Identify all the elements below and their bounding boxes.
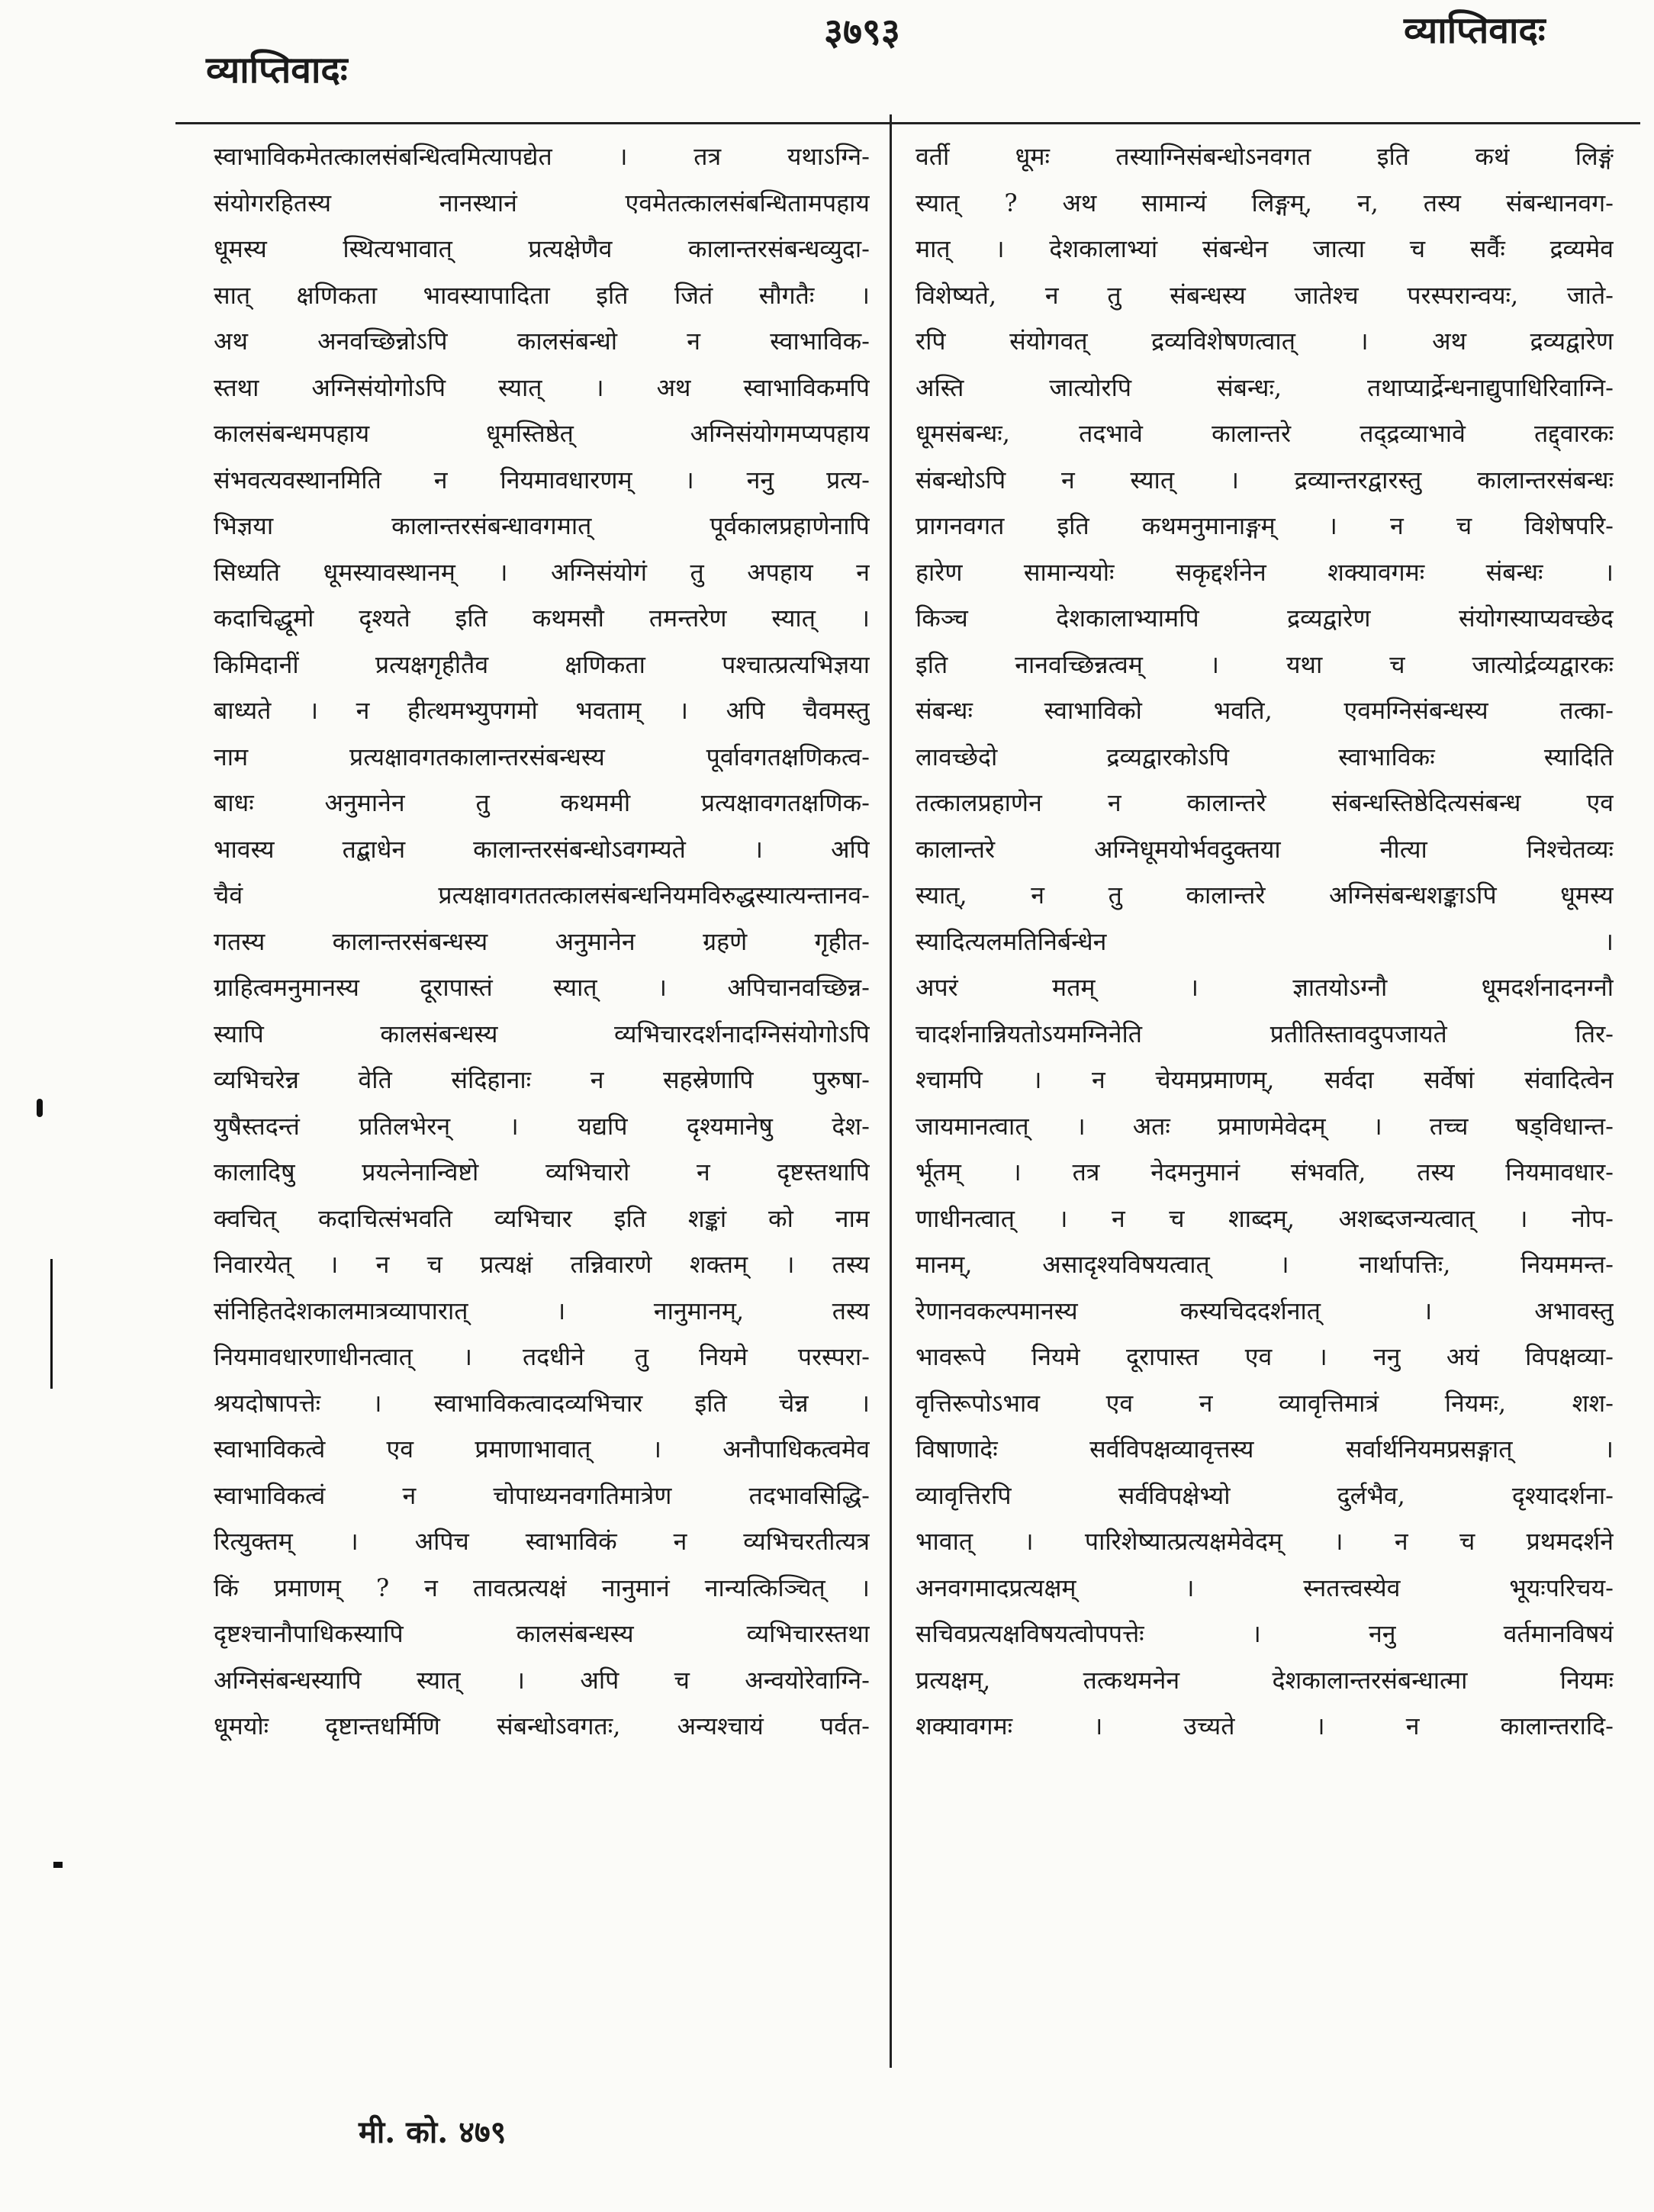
text-line: संभवत्यवस्थानमिति न नियमावधारणम् । ननु प्रत्य- [214, 465, 870, 494]
text-line: वर्ती धूमः तस्याग्निसंबन्धोऽनवगत इति कथं लिङ्गं [915, 142, 1614, 171]
text-line: भिज्ञया कालान्तरसंबन्धावगमात् पूर्वकालप्रहाणेनापि [214, 511, 870, 540]
text-line: नियमावधारणाधीनत्वात् । तदधीने तु नियमे परस्परा- [214, 1342, 870, 1371]
text-line: धूमयोः दृष्टान्तधर्मिणि संबन्धोऽवगतः, अन्यश्चायं पर्वत- [214, 1711, 870, 1740]
text-line: धूमस्य स्थित्यभावात् प्रत्यक्षेणैव कालान्तरसंबन्धव्युदा- [214, 234, 870, 263]
text-line: संनिहितदेशकालमात्रव्यापारात् । नानुमानम्, तस्य [214, 1296, 870, 1325]
text-line: कालादिषु प्रयत्नेनान्विष्टो व्यभिचारो न दृष्टस्तथापि [214, 1158, 870, 1186]
text-line: सचिवप्रत्यक्षविषयत्वोपपत्तेः । ननु वर्तमानविषयं [915, 1619, 1614, 1648]
text-line: अस्ति जात्योरपि संबन्धः, तथाप्यार्द्रेन्धनाद्युपाधिरिवाग्नि- [915, 372, 1614, 402]
text-line: चादर्शनान्नियतोऽयमग्निनेति प्रतीतिस्तावदुपजायते तिर- [915, 1019, 1614, 1048]
text-line: गतस्य कालान्तरसंबन्धस्य अनुमानेन ग्रहणे गृहीत- [214, 926, 870, 956]
text-line: संबन्धोऽपि न स्यात् । द्रव्यान्तरद्वारस्तु कालान्तरसंबन्धः [915, 465, 1614, 494]
text-line: स्वाभाविकत्वं न चोपाध्यनवगतिमात्रेण तदभावसिद्धि- [214, 1480, 870, 1510]
text-line: भावस्य तद्बाधेन कालान्तरसंबन्धोऽवगम्यते । अपि [214, 834, 870, 864]
text-line: मात् । देशकालाभ्यां संबन्धेन जात्या च सर्वैः द्रव्यमेव [915, 234, 1614, 263]
text-line: मानम्, असादृश्यविषयत्वात् । नार्थापत्तिः, नियममन्त- [915, 1250, 1614, 1279]
text-line: रपि संयोगवत् द्रव्यविशेषणत्वात् । अथ द्रव्यद्वारेण [915, 327, 1614, 356]
text-line: कदाचिद्धूमो दृश्यते इति कथमसौ तमन्तरेण स्यात् । [214, 604, 870, 633]
text-line: संयोगरहितस्य नानस्थानं एवमेतत्कालसंबन्धितामपहाय [214, 188, 870, 217]
text-line: कालान्तरे अग्निधूमयोर्भवदुक्तया नीत्या निश्चेतव्यः [915, 834, 1614, 864]
text-line: स्तथा अग्निसंयोगोऽपि स्यात् । अथ स्वाभाविकमपि [214, 372, 870, 402]
text-line: स्यात् ? अथ सामान्यं लिङ्गम्, न, तस्य संबन्धानवग- [915, 188, 1614, 217]
text-line: श्चामपि । न चेयमप्रमाणम्, सर्वदा सर्वेषां संवादित्वेन [915, 1065, 1614, 1094]
text-line: अग्निसंबन्धस्यापि स्यात् । अपि च अन्वयोरेवाग्नि- [214, 1665, 870, 1695]
text-line: जायमानत्वात् । अतः प्रमाणमेवेदम् । तच्च षड्विधान्त- [915, 1111, 1614, 1141]
left-column [214, 134, 870, 1750]
margin-mark [50, 1259, 53, 1389]
footer-signature: मी. को. ४७९ [359, 2114, 507, 2150]
text-line: र्भूतम् । तत्र नेदमनुमानं संभवति, तस्य नियमावधार- [915, 1158, 1614, 1186]
text-line: लावच्छेदो द्रव्यद्वारकोऽपि स्वाभाविकः स्यादिति [915, 742, 1614, 771]
text-line: संबन्धः स्वाभाविको भवति, एवमग्निसंबन्धस्य तत्का- [915, 696, 1614, 725]
text-line: विशेष्यते, न तु संबन्धस्य जातेश्च परस्परान्वयः, जाते- [915, 280, 1614, 310]
text-line: वृत्तिरूपोऽभाव एव न व्यावृत्तिमात्रं नियमः, शश- [915, 1388, 1614, 1418]
text-line: निवारयेत् । न च प्रत्यक्षं तन्निवारणे शक्तम् । तस्य [214, 1250, 870, 1279]
text-line: व्यावृत्तिरपि सर्वविपक्षेभ्यो दुर्लभैव, दृश्यादर्शना- [915, 1480, 1614, 1510]
text-line: इति नानवच्छिन्नत्वम् । यथा च जात्योर्द्रव्यद्वारकः [915, 649, 1614, 679]
margin-mark [37, 1099, 43, 1117]
text-line: युषैस्तदन्तं प्रतिलभेरन् । यद्यपि दृश्यमानेषु देश- [214, 1111, 870, 1141]
right-column [915, 134, 1614, 1750]
header-rule [175, 122, 1640, 124]
text-line: किञ्च देशकालाभ्यामपि द्रव्यद्वारेण संयोगस्याप्यवच्छेद [915, 604, 1614, 633]
text-line: दृष्टश्चानौपाधिकस्यापि कालसंबन्धस्य व्यभिचारस्तथा [214, 1619, 870, 1648]
text-line: बाध्यते । न हीत्थमभ्युपगमो भवताम् । अपि चैवमस्तु [214, 696, 870, 725]
page-header-left: व्याप्तिवादः [206, 49, 348, 92]
text-line: बाधः अनुमानेन तु कथममी प्रत्यक्षावगतक्षणिक- [214, 788, 870, 817]
text-line: स्यापि कालसंबन्धस्य व्यभिचारदर्शनादग्निसंयोगोऽपि [214, 1019, 870, 1048]
text-line: प्रागनवगत इति कथमनुमानाङ्गम् । न च विशेषपरि- [915, 511, 1614, 540]
text-line: रेणानवकल्पमानस्य कस्यचिददर्शनात् । अभावस्तु [915, 1296, 1614, 1325]
text-line: धूमसंबन्धः, तदभावे कालान्तरे तद्द्रव्याभावे तद्द्वारकः [915, 419, 1614, 448]
text-line: तत्कालप्रहाणेन न कालान्तरे संबन्धस्तिष्ठेदित्यसंबन्ध एव [915, 788, 1614, 817]
text-line: स्यात्, न तु कालान्तरे अग्निसंबन्धशङ्काऽपि धूमस्य [915, 881, 1614, 910]
text-line: भावात् । पारिशेष्यात्प्रत्यक्षमेवेदम् । न च प्रथमदर्शने [915, 1527, 1614, 1556]
page-number: ३७९३ [824, 11, 900, 53]
text-line: स्वाभाविकमेतत्कालसंबन्धित्वमित्यापद्येत । तत्र यथाऽग्नि- [214, 142, 870, 171]
text-line: स्वाभाविकत्वे एव प्रमाणाभावात् । अनौपाधिकत्वमेव [214, 1434, 870, 1463]
text-line: व्यभिचरेन्न वेति संदिहानाः न सहस्रेणापि पुरुषा- [214, 1065, 870, 1094]
text-line: प्रत्यक्षम्, तत्कथमनेन देशकालान्तरसंबन्धात्मा नियमः [915, 1665, 1614, 1695]
text-line: ग्राहित्वमनुमानस्य दूरापास्तं स्यात् । अपिचानवच्छिन्न- [214, 973, 870, 1002]
text-line: श्रयदोषापत्तेः । स्वाभाविकत्वादव्यभिचार इति चेन्न । [214, 1388, 870, 1418]
text-line: स्यादित्यलमतिनिर्बन्धेन । [915, 926, 1614, 956]
text-line: अनवगमादप्रत्यक्षम् । स्नतत्त्वस्येव भूयःपरिचय- [915, 1573, 1614, 1602]
text-line: नाम प्रत्यक्षावगतकालान्तरसंबन्धस्य पूर्वावगतक्षणिकत्व- [214, 742, 870, 771]
page-header-right: व्याप्तिवादः [1404, 9, 1546, 52]
text-line: सात् क्षणिकता भावस्यापादिता इति जितं सौगतैः । [214, 280, 870, 310]
text-line: शक्यावगमः । उच्यते । न कालान्तरादि- [915, 1711, 1614, 1740]
text-line: सिध्यति धूमस्यावस्थानम् । अग्निसंयोगं तु अपहाय न [214, 557, 870, 587]
text-line: रित्युक्तम् । अपिच स्वाभाविकं न व्यभिचरतीत्यत्र [214, 1527, 870, 1556]
text-line: अथ अनवच्छिन्नोऽपि कालसंबन्धो न स्वाभाविक- [214, 327, 870, 356]
text-line: भावरूपे नियमे दूरापास्त एव । ननु अयं विपक्षव्या- [915, 1342, 1614, 1371]
text-line: चैवं प्रत्यक्षावगततत्कालसंबन्धनियमविरुद्धस्यात्यन्तानव- [214, 881, 870, 910]
text-line: अपरं मतम् । ज्ञातयोऽग्नौ धूमदर्शनादनग्नौ [915, 973, 1614, 1002]
text-line: किं प्रमाणम् ? न तावत्प्रत्यक्षं नानुमानं नान्यत्किञ्चित् । [214, 1573, 870, 1602]
text-line: क्वचित् कदाचित्संभवति व्यभिचार इति शङ्कां को नाम [214, 1203, 870, 1233]
column-divider [890, 114, 892, 2068]
text-line: कालसंबन्धमपहाय धूमस्तिष्ठेत् अग्निसंयोगमप्यपहाय [214, 419, 870, 448]
text-line: हारेण सामान्ययोः सकृद्दर्शनेन शक्यावगमः संबन्धः । [915, 557, 1614, 587]
margin-mark [53, 1862, 63, 1868]
text-line: णाधीनत्वात् । न च शाब्दम्, अशब्दजन्यत्वात् । नोप- [915, 1203, 1614, 1233]
text-line: विषाणादेः सर्वविपक्षव्यावृत्तस्य सर्वार्थनियमप्रसङ्गात् । [915, 1434, 1614, 1463]
text-line: किमिदानीं प्रत्यक्षगृहीतैव क्षणिकता पश्चात्प्रत्यभिज्ञया [214, 649, 870, 679]
